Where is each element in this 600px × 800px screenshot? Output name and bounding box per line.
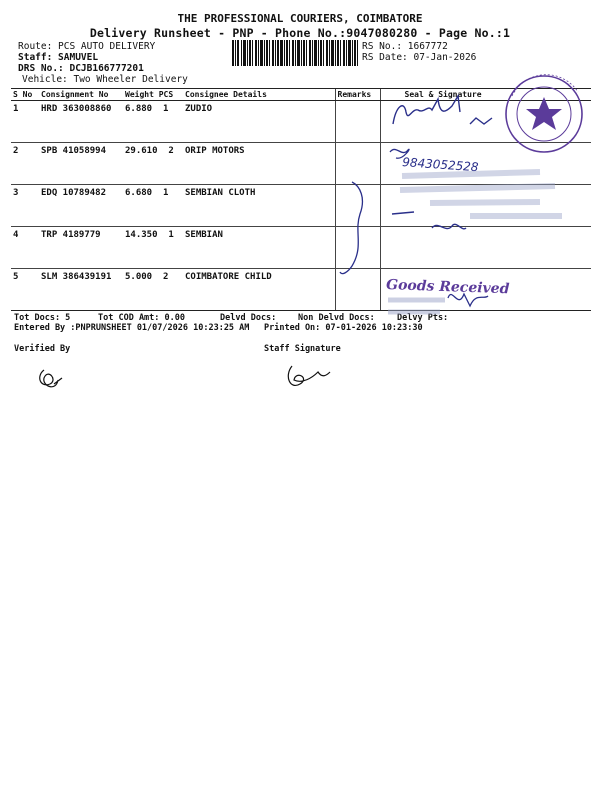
remarks-bracket-icon — [340, 182, 362, 274]
row-sno: 4 — [11, 227, 39, 269]
col-seal-signature: Seal & Signature — [380, 89, 591, 101]
entered-by: Entered By :PNPRUNSHEET 01/07/2026 10:23:25 AM — [14, 323, 250, 333]
row-consignment: TRP 4189779 — [39, 227, 123, 269]
col-sno: S No — [11, 89, 39, 101]
row-pcs: 2 — [162, 272, 169, 282]
non-delivered-docs: Non Delvd Docs: — [298, 313, 375, 323]
row-sno: 2 — [11, 143, 39, 185]
goods-received-text: Goods Received — [385, 277, 510, 298]
col-consignee: Consignee Details — [183, 89, 335, 101]
row-consignee: SEMBIAN — [183, 227, 335, 269]
vehicle-label: Vehicle: Two Wheeler Delivery — [22, 74, 188, 85]
row-consignment: SLM 386439191 — [39, 269, 123, 311]
col-consignment: Consignment No — [39, 89, 123, 101]
verified-by-signature-icon — [40, 370, 62, 387]
row-consignee: ORIP MOTORS — [183, 143, 335, 185]
row4-signature-icon — [392, 212, 466, 229]
route-label: Route: PCS AUTO DELIVERY — [18, 41, 156, 52]
staff-signature-label: Staff Signature — [264, 344, 341, 354]
rs-number: RS No.: 1667772 — [362, 41, 448, 52]
total-cod-amount: Tot COD Amt: 0.00 — [98, 313, 185, 323]
row1-signature-icon — [393, 96, 492, 124]
company-title: THE PROFESSIONAL COURIERS, COIMBATORE — [177, 12, 423, 25]
verified-by-label: Verified By — [14, 344, 71, 354]
row-consignment: SPB 41058994 — [39, 143, 123, 185]
handwritten-phone: 9843052528 — [401, 155, 479, 175]
goods-received-stamp — [386, 277, 510, 312]
row-sno: 3 — [11, 185, 39, 227]
row-pcs: 2 — [168, 146, 174, 156]
row-pcs: 1 — [162, 104, 169, 114]
row-sno: 5 — [11, 269, 39, 311]
row-weight: 5.000 — [125, 272, 153, 282]
row-consignment: HRD 363008860 — [41, 104, 112, 114]
col-weight-pcs: Weight PCS — [123, 89, 183, 101]
row-consignee: ZUDIO — [185, 104, 213, 114]
row-consignment: EDQ 10789482 — [39, 185, 123, 227]
row-sno: 1 — [13, 104, 19, 114]
row-weight: 29.610 — [125, 146, 158, 156]
row2-handwriting — [390, 149, 479, 174]
trent-seal-icon — [506, 75, 582, 152]
row-pcs: 1 — [162, 188, 169, 198]
col-remarks: Remarks — [335, 89, 380, 101]
runsheet-subtitle: Delivery Runsheet - PNP - Phone No.:9047080280 - Page No.:1 — [89, 26, 511, 40]
printed-on: Printed On: 07-01-2026 10:23:30 — [264, 323, 423, 333]
rs-date: RS Date: 07-Jan-2026 — [362, 52, 477, 63]
faint-stamp-icon — [400, 172, 562, 216]
staff-label: Staff: SAMUVEL — [18, 52, 99, 63]
row-pcs: 1 — [168, 230, 174, 240]
drs-number: DRS No.: DCJB166777201 — [18, 63, 144, 74]
row-consignee: SEMBIAN CLOTH — [183, 185, 335, 227]
row-weight: 6.680 — [125, 188, 153, 198]
row-weight: 14.350 — [125, 230, 158, 240]
total-docs: Tot Docs: 5 — [14, 313, 71, 323]
row-consignee: COIMBATORE CHILD — [183, 269, 335, 311]
delivery-points: Delvy Pts: — [397, 313, 449, 323]
row-weight: 6.880 — [125, 104, 153, 114]
delivered-docs: Delvd Docs: — [220, 313, 277, 323]
staff-signature-icon — [288, 366, 330, 385]
